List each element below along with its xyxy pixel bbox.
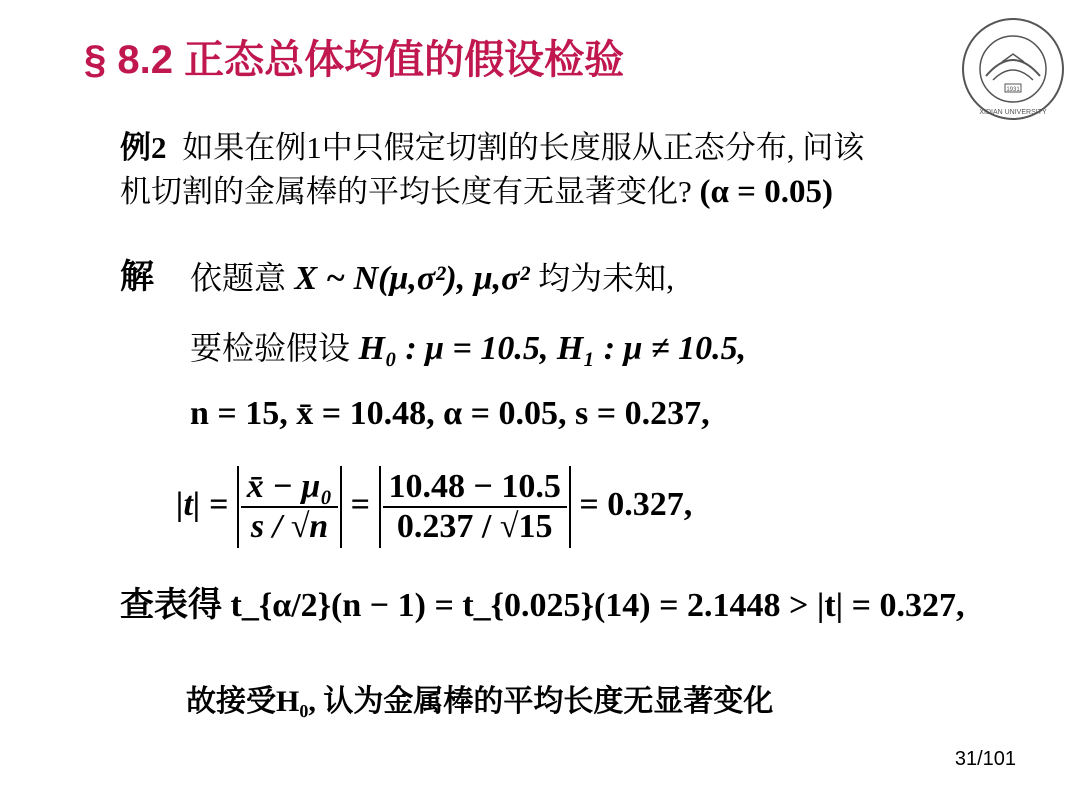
fraction-numerator-numeric: 10.48 − 10.5 (383, 468, 567, 508)
fraction-numeric (383, 468, 567, 546)
lookup-line (120, 584, 965, 628)
t-value-result: = 0.327, (579, 485, 693, 523)
solution-text-2: 要检验假设 (190, 330, 351, 366)
t-abs-label: |t| = (176, 485, 229, 523)
solution-line-1 (190, 256, 674, 301)
hypotheses-formula: H₀ : μ = 10.5, H₁ : μ ≠ 10.5, (358, 330, 747, 367)
fraction-symbolic (241, 468, 338, 546)
fraction-denominator-numeric: 0.237 / √15 (396, 508, 553, 545)
example-text-2: 机切割的金属棒的平均长度有无显著变化? (120, 174, 692, 209)
solution-label: 解 (120, 259, 154, 296)
example-line-2 (120, 172, 833, 212)
svg-text:XIDIAN UNIVERSITY: XIDIAN UNIVERSITY (979, 109, 1047, 116)
university-seal-logo (958, 14, 1068, 124)
alpha-condition: (α = 0.05) (699, 174, 833, 210)
distribution-formula: X ~ N(μ,σ²), μ,σ² (294, 260, 530, 297)
page-title: § 8.2 正态总体均值的假设检验 (84, 38, 625, 82)
svg-text:1931: 1931 (1006, 87, 1020, 93)
abs-fraction-symbolic (237, 466, 342, 548)
abs-fraction-numeric (379, 466, 571, 548)
conclusion: 故接受H₀, 认为金属棒的平均长度无显著变化 (186, 685, 774, 718)
example-line-1 (120, 128, 864, 168)
solution-text-1-end: 均为未知, (538, 260, 675, 296)
solution-line-2 (190, 326, 746, 371)
example-text-1: 如果在例1中只假定切割的长度服从正态分布, 问该 (182, 130, 865, 165)
example-label: 例2 (120, 130, 167, 165)
given-values: n = 15, x̄ = 10.48, α = 0.05, s = 0.237, (190, 395, 710, 432)
t-statistic-formula: |t| = $\frac{\text{x̄ − μ₀}}{s / √n}$ = $\frac{10.48 - 10.5}{0.237 / √15}$ = 0.327, (176, 466, 692, 548)
fraction-denominator-symbolic: s / √n (250, 508, 329, 545)
lookup-label: 查表得 (120, 587, 222, 624)
critical-value-formula: t_{α/2}(n − 1) = t_{0.025}(14) = 2.1448 > |t| = 0.327, (230, 587, 965, 624)
solution-text-1: 依题意 (190, 260, 287, 296)
fraction-numerator-symbolic: x̄ − μ₀ (241, 468, 338, 508)
page-number: 31/101 (954, 748, 1016, 770)
